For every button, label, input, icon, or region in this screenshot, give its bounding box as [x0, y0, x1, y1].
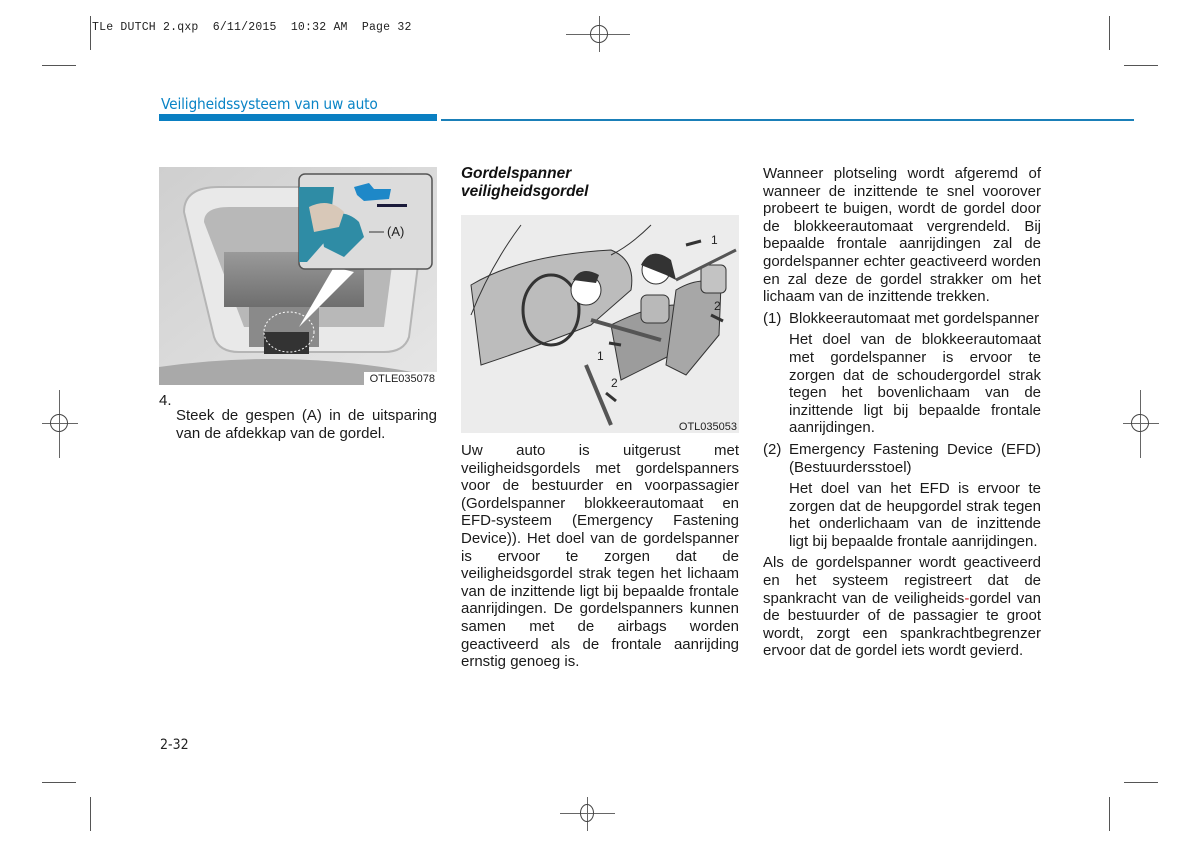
crop-mark [1109, 16, 1110, 50]
section-heading [461, 165, 588, 201]
page-number: 2-32 [160, 737, 189, 753]
heading-line-1: Gordelspanner [461, 165, 572, 182]
marker-1: 1 [711, 233, 718, 247]
intro-paragraph: Wanneer plotseling wordt afgeremd of wanneer de inzittende te snel voorover probeert te buigen, wordt de gordel door de blokkeerautomaat vergrendeld. Bij bepaalde frontale aanrijdingen zal de gordelspanner echter geactiveerd worden en zal deze de gordel strakker om het lichaam van de inzittende trekken. [763, 165, 1041, 306]
crop-mark [1109, 797, 1110, 831]
hyphen: - [964, 589, 970, 607]
crop-mark [1124, 65, 1158, 66]
pretensioner-illustration [461, 215, 739, 433]
title-accent-bar [159, 114, 437, 121]
crop-mark [42, 782, 76, 783]
callout-a: (A) [387, 224, 405, 239]
list-title: Blokkeerautomaat met gordelspanner [789, 309, 1040, 327]
roof-console-illustration [159, 167, 437, 385]
closing-paragraph [763, 554, 1041, 660]
heading-line-2: veiligheidsgordel [461, 183, 589, 200]
marker-2: 2 [611, 376, 618, 390]
instruction-step [159, 392, 437, 457]
middle-paragraph-block [461, 442, 739, 671]
figure-pretensioner [461, 215, 739, 433]
title-rule [441, 119, 1134, 121]
list-number: (1) [763, 309, 782, 327]
section-title: Veiligheidssysteem van uw auto [161, 95, 378, 113]
crop-mark [1124, 782, 1158, 783]
marker-2: 2 [714, 299, 721, 313]
list-title: Emergency Fastening Device (EFD) (Bestuurdersstoel) [789, 440, 1041, 476]
crop-mark [90, 797, 91, 831]
step-text: Steek de gespen (A) in de uitsparing van de afdekkap van de gordel. [176, 407, 437, 442]
closing-text-2: gordel van de bestuurder of de passagier te groot wordt, zorgt een spankrachtbegrenzer ervoor dat de gordel iets wordt gevierd. [763, 589, 1041, 660]
step-number: 4. [159, 392, 172, 409]
body-paragraph: Uw auto is uitgerust met veiligheidsgordels met gordelspanners voor de bestuurder en voorpassagier (Gordelspanner blokkeerautomaat en EFD-systeem (Emergency Fastening Device)). Het doel van de gordelspanner is ervoor te zorgen dat de veiligheidsgordel strak tegen het lichaam van de inzittende ligt bij bepaalde frontale aanrijdingen. De gordelspanners kunnen samen met de airbags worden geactiveerd als de frontale aanrijding ernstig genoeg is. [461, 442, 739, 671]
print-slug: TLe DUTCH 2.qxp 6/11/2015 10:32 AM Page 32 [92, 21, 412, 34]
list-description: Het doel van het EFD is ervoor te zorgen dat de heupgordel strak tegen het onderlichaam van de inzittende ligt bij bepaalde frontale aanrijdingen. [789, 480, 1041, 550]
crop-mark [42, 65, 76, 66]
list-description: Het doel van de blokkeerautomaat met gordelspanner is ervoor te zorgen dat de schoudergordel strak tegen het bovenlichaam van de inzittende ligt bij bepaalde frontale aanrijdingen. [789, 331, 1041, 437]
list-item [763, 441, 1041, 551]
closing-text-1: Als de gordelspanner wordt geactiveerd en het systeem registreert dat de spankracht van de veiligheids [763, 554, 1041, 607]
crop-mark [90, 16, 91, 50]
right-column [763, 165, 1041, 660]
figure-label: OTLE035078 [364, 372, 437, 385]
list-item [763, 310, 1041, 437]
figure-buckle-cover [159, 167, 437, 385]
figure-label: OTL035053 [678, 421, 737, 433]
marker-1: 1 [597, 349, 604, 363]
list-number: (2) [763, 440, 782, 458]
